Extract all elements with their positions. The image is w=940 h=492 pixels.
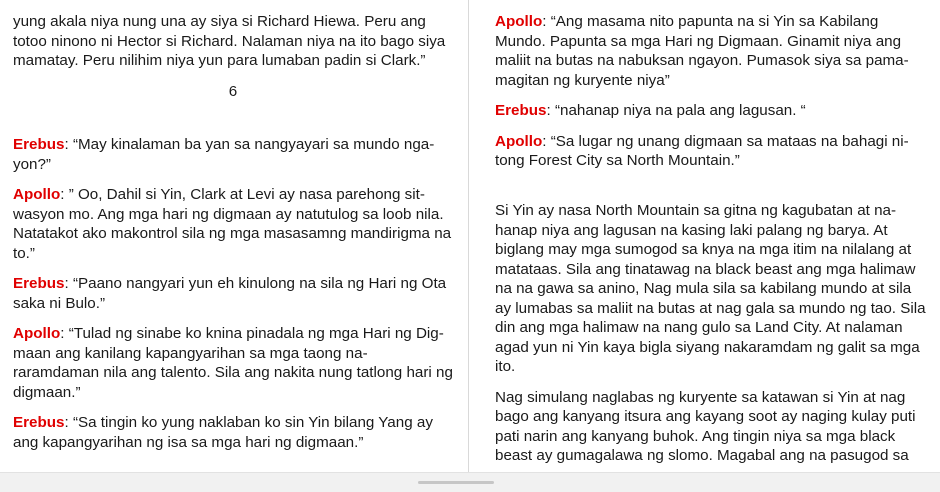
dialogue-text: : “Sa lugar ng unang digmaan sa mataas na bahagi ni-tong Forest City sa North Mountain.”	[495, 132, 909, 169]
dialogue-line	[495, 132, 928, 171]
right-narration	[495, 201, 928, 477]
speaker-name: Erebus	[13, 136, 65, 153]
dialogue-line	[13, 324, 453, 402]
left-page-column	[13, 12, 453, 112]
scrollbar-thumb[interactable]	[418, 481, 494, 484]
page-number: 6	[228, 82, 238, 100]
dialogue-line	[13, 135, 453, 174]
top-paragraph: yung akala niya nung una ay siya si Richard Hiewa. Peru ang totoo ninono ni Hector si Richard. Nalaman niya na ito bago siya mamatay. Peru nilihim niya yun para lumaban padin si Clark.”	[13, 13, 446, 69]
dialogue-text: : ” Oo, Dahil si Yin, Clark at Levi ay nasa parehong sit-wasyon mo. Ang mga hari ng digmaan ay natutulog sa loob nila. Natatakot ako makontrol sila ng mga masasamng mandirigma na to.”	[13, 186, 452, 262]
speaker-name: Apollo	[495, 13, 543, 30]
dialogue-line	[495, 101, 928, 121]
speaker-name: Erebus	[13, 275, 65, 292]
speaker-name: Apollo	[495, 132, 543, 150]
dialogue-line	[13, 185, 453, 263]
dialogue-line	[495, 12, 928, 90]
narration-paragraph: Si Yin ay nasa North Mountain sa gitna ng kagubatan at na-hanap niya ang lagusan na kasing laki palang ng barya. At biglang may mga sumogod sa knya na mga itim na nilalang at matataas. Sila ang tinatawag na black beast ang mga halimaw na na gawa sa anino, Nag mula sila sa kabilang mundo at sila ay lumabas sa maliit na butas at nag gala sa mundo ng tao. Sila din ang mga halimaw na nang gulo sa Land City. At nalaman agad yun ni Yin kaya bigla siyang nakaramdam ng galit sa mga ito.	[495, 202, 926, 375]
right-dialogue	[495, 12, 928, 182]
speaker-name: Erebus	[13, 414, 65, 431]
right-page	[471, 0, 940, 491]
dialogue-line	[13, 413, 453, 452]
page-divider	[468, 0, 469, 472]
dialogue-text: : “Tulad ng sinabe ko knina pinadala ng mga Hari ng Dig-maan ang kanilang kapangyarihan sa mga taong na-raramdaman nila ang talento. Sila ang nakita nung tatlong hari ng digmaan.”	[13, 325, 453, 401]
speaker-name: Erebus	[495, 102, 547, 119]
left-page	[0, 0, 468, 491]
dialogue-text: : “Paano nangyari yun eh kinulong na sila ng Hari ng Ota saka ni Bulo.”	[13, 275, 447, 312]
dialogue-line	[13, 274, 453, 313]
dialogue-text: : “nahanap niya na pala ang lagusan. “	[546, 102, 806, 119]
left-dialogue	[13, 135, 453, 463]
narration-paragraph: Nag simulang naglabas ng kuryente sa katawan si Yin at nag bago ang kanyang itsura ang kayang soot ay naging kulay puti pati narin ang kanyang buhok. Ang tingin niya sa mga black beast ay gumagalawa ng slomo. Magabal ang na pasugod sa	[495, 388, 916, 464]
dialogue-text: : “Sa tingin ko yung naklaban ko sin Yin bilang Yang ay ang kapangyarihan ng isa sa mga hari ng digmaan.”	[13, 414, 433, 451]
dialogue-text: : “Ang masama nito papunta na si Yin sa Kabilang Mundo. Papunta sa mga Hari ng Digmaan. Ginamit niya ang maliit na butas na nabuksan ngayon. Pumasok siya sa pama-magitan ng kuryente niya”	[495, 13, 909, 89]
speaker-name: Apollo	[13, 186, 61, 203]
bottom-scrollbar[interactable]	[0, 472, 940, 492]
dialogue-text: : “May kinalaman ba yan sa nangyayari sa mundo nga-yon?”	[13, 136, 435, 173]
speaker-name: Apollo	[13, 325, 61, 342]
